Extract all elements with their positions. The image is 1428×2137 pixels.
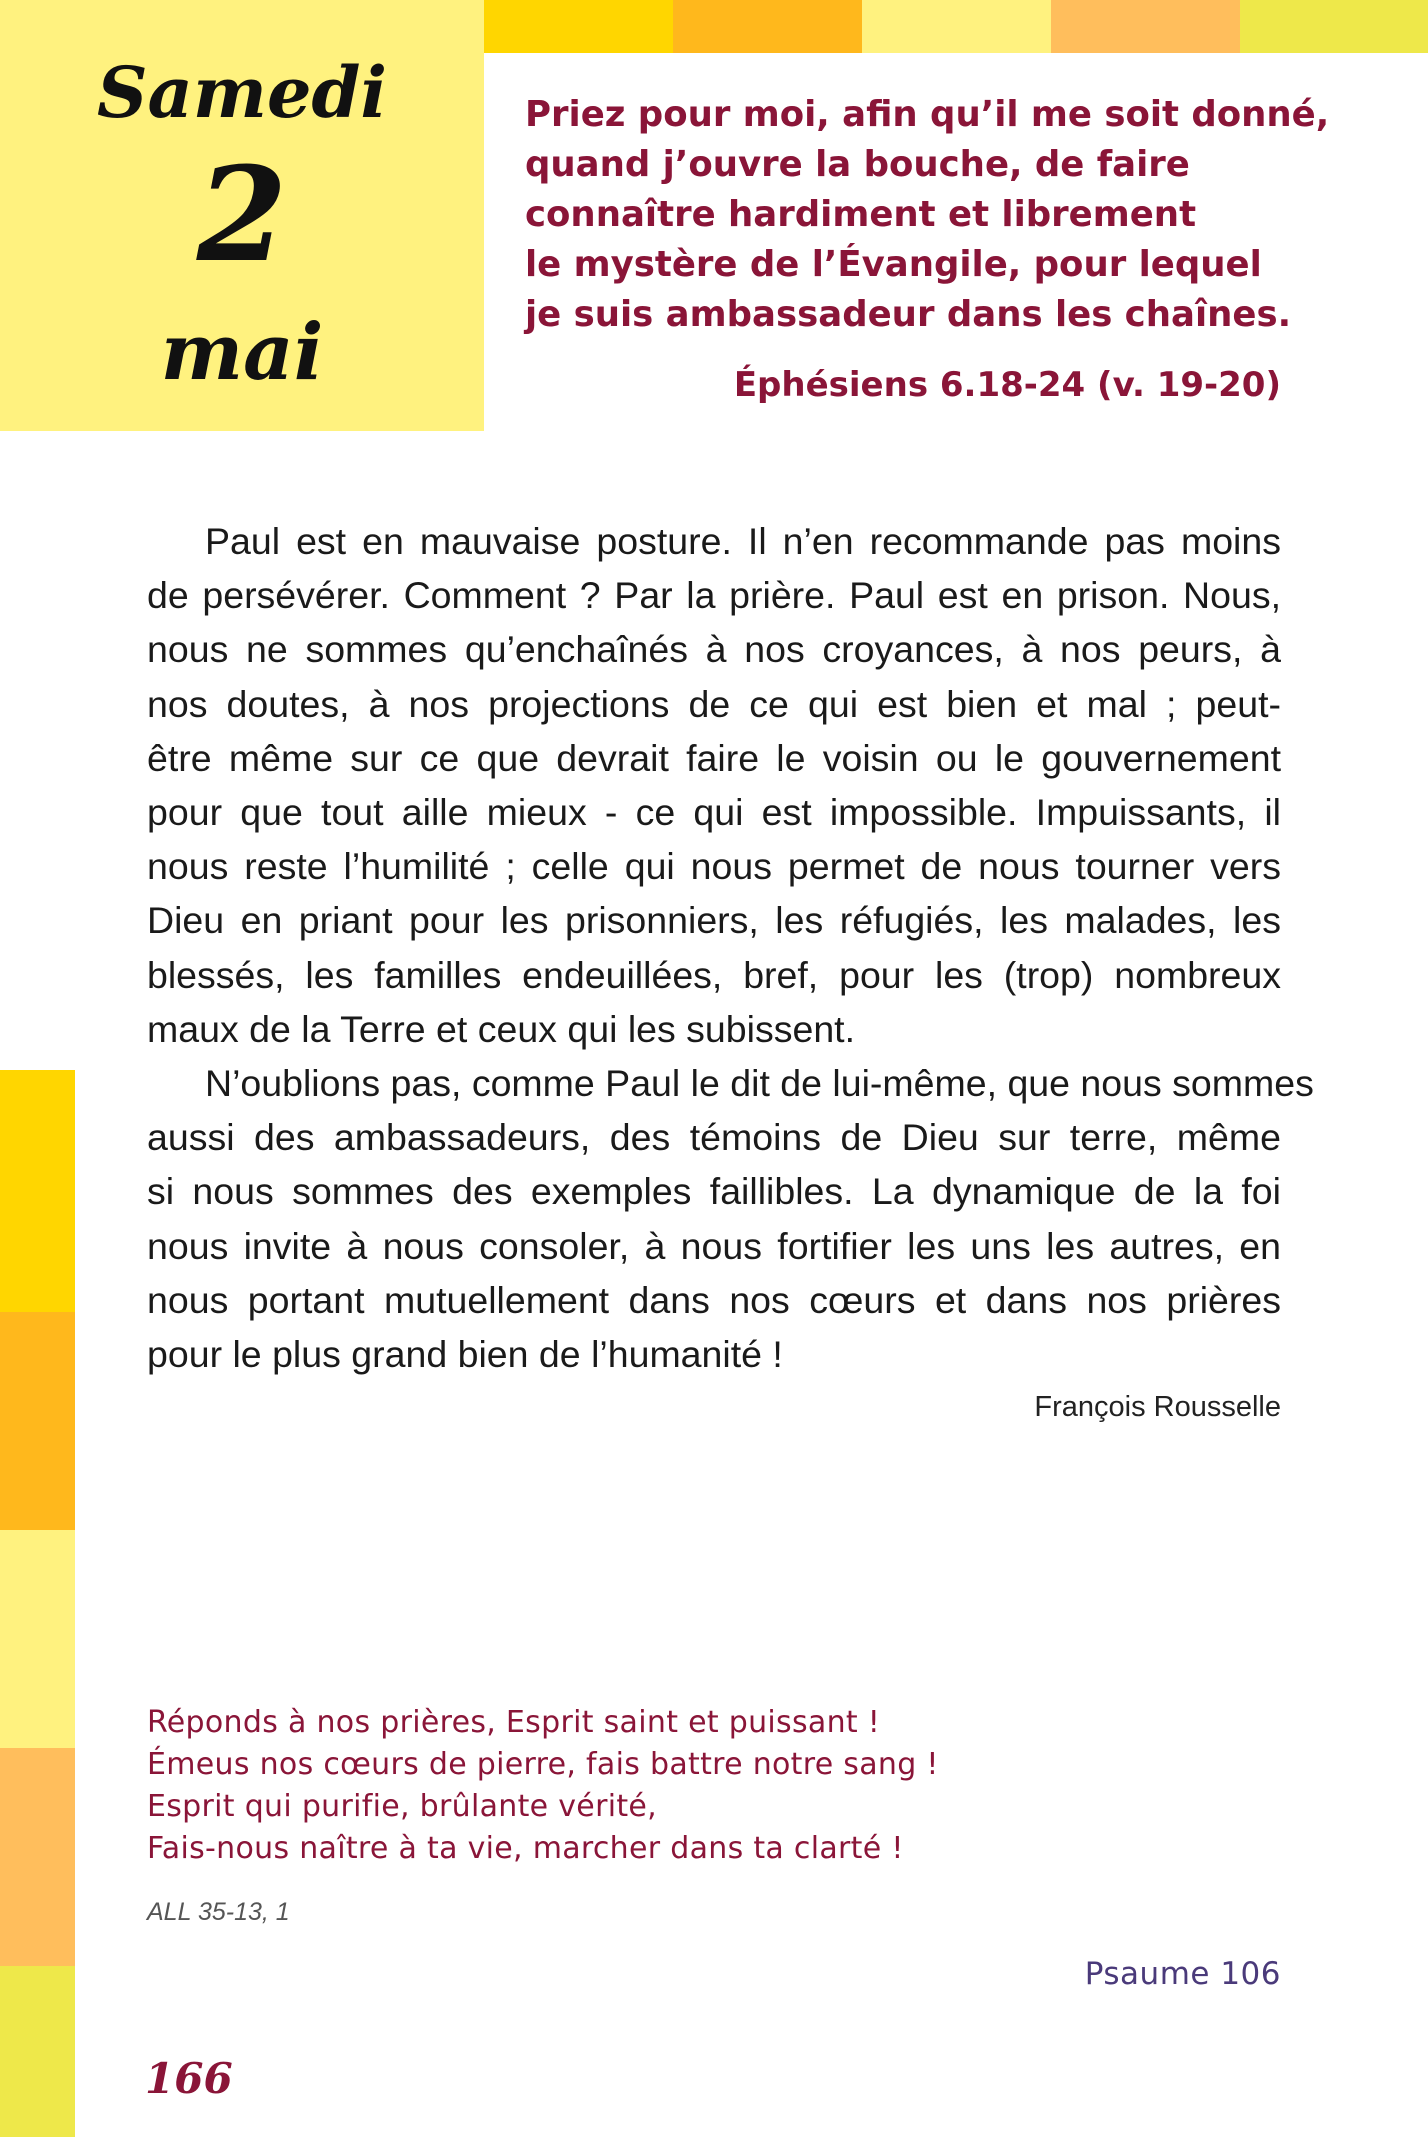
hymn-stanza xyxy=(147,1702,939,1870)
side-color-strip-2 xyxy=(0,1312,75,1530)
verse-line: connaître hardiment et librement xyxy=(525,194,1197,235)
paragraph-line: N’oublions pas, comme Paul le dit de lui-même, que nous sommes xyxy=(205,1062,1314,1105)
hymn-line: Esprit qui purifie, brûlante vérité, xyxy=(147,1789,657,1824)
psalm-reference: Psaume 106 xyxy=(1084,1956,1281,1992)
hymn-reference: ALL 35-13, 1 xyxy=(147,1898,290,1926)
paragraph-line: être même sur ce que devrait faire le voisin ou le gouvernement xyxy=(147,736,1281,779)
paragraph-line: pour que tout aille mieux - ce qui est impossible. Impuissants, il xyxy=(147,791,1281,834)
top-color-strip-3 xyxy=(862,0,1051,53)
paragraph-line: Dieu en priant pour les prisonniers, les réfugiés, les malades, les xyxy=(147,899,1281,942)
paragraph-line: maux de la Terre et ceux qui les subissent. xyxy=(147,1007,856,1050)
paragraph-line: nous portant mutuellement dans nos cœurs et dans nos prières xyxy=(147,1278,1281,1321)
date-month: mai xyxy=(160,307,324,398)
paragraph-line: Paul est en mauvaise posture. Il n’en recommande pas moins xyxy=(205,520,1281,562)
paragraph-line: de persévérer. Comment ? Par la prière. Paul est en prison. Nous, xyxy=(147,574,1281,617)
date-box xyxy=(0,0,484,431)
paragraph-line: nous reste l’humilité ; celle qui nous permet de nous tourner vers xyxy=(147,845,1281,888)
date-weekday: Samedi xyxy=(96,51,388,134)
hymn-line: Fais-nous naître à ta vie, marcher dans ta clarté ! xyxy=(147,1831,904,1866)
side-color-strip-4 xyxy=(0,1748,75,1966)
paragraph-line: nous invite à nous consoler, à nous fortifier les uns les autres, en xyxy=(147,1224,1281,1267)
verse-reference: Éphésiens 6.18-24 (v. 19-20) xyxy=(733,365,1281,405)
side-color-strip-5 xyxy=(0,1966,75,2137)
author-name: François Rousselle xyxy=(1034,1391,1281,1423)
top-color-strip-4 xyxy=(1051,0,1240,53)
side-color-strip-3 xyxy=(0,1530,75,1748)
paragraph-line: blessés, les familles endeuillées, bref, pour les (trop) nombreux xyxy=(147,953,1281,996)
verse-line: le mystère de l’Évangile, pour lequel xyxy=(525,244,1262,285)
date-day: 2 xyxy=(196,138,288,291)
paragraph-line: si nous sommes des exemples faillibles. La dynamique de la foi xyxy=(147,1170,1281,1213)
verse-line: quand j’ouvre la bouche, de faire xyxy=(525,144,1190,185)
top-color-strip-1 xyxy=(484,0,673,53)
page-number: 166 xyxy=(145,2054,233,2103)
paragraph-line: pour le plus grand bien de l’humanité ! xyxy=(147,1333,783,1376)
paragraph-line: aussi des ambassadeurs, des témoins de Dieu sur terre, même xyxy=(147,1116,1281,1159)
paragraph-line: nous ne sommes qu’enchaînés à nos croyances, à nos peurs, à xyxy=(147,628,1281,671)
scripture-verse xyxy=(525,90,1345,340)
verse-line: je suis ambassadeur dans les chaînes. xyxy=(525,294,1292,335)
side-color-strip-1 xyxy=(0,1070,75,1312)
hymn-line: Réponds à nos prières, Esprit saint et puissant ! xyxy=(147,1705,881,1740)
paragraph-line: nos doutes, à nos projections de ce qui est bien et mal ; peut- xyxy=(147,682,1281,725)
meditation-text xyxy=(147,514,1314,1381)
hymn-line: Émeus nos cœurs de pierre, fais battre notre sang ! xyxy=(147,1747,939,1782)
top-color-strip-2 xyxy=(673,0,862,53)
top-color-strip-5 xyxy=(1240,0,1428,53)
verse-line: Priez pour moi, afin qu’il me soit donné, xyxy=(525,94,1330,135)
